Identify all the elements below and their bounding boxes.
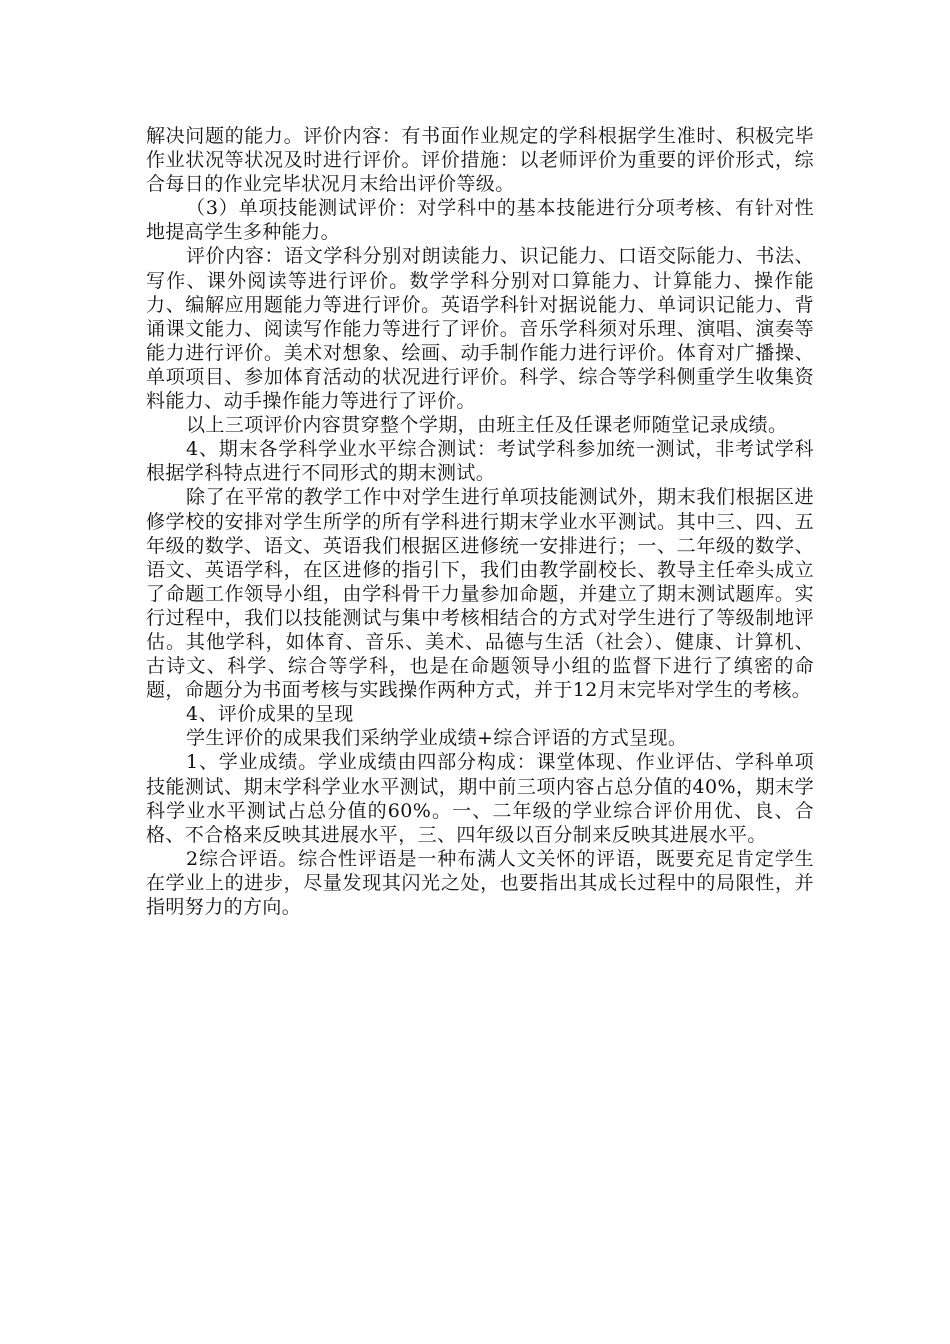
paragraph-4: 以上三项评价内容贯穿整个学期，由班主任及任课老师随堂记录成绩。 (186, 414, 788, 437)
paragraph-10: 2综合评语。综合性评语是一种布满人文关怀的评语，既要充足肯定学生在学业上的进步，尽量发现其闪光之处，也要指出其成长过程中的局限性，并指明努力的方向。 (146, 847, 814, 918)
paragraph-3: 评价内容：语文学科分别对朗读能力、识记能力、口语交际能力、书法、写作、课外阅读等进行评价。数学学科分别对口算能力、计算能力、操作能力、编解应用题能力等进行评价。英语学科针对据说能力、单词识记能力、背诵课文能力、阅读写作能力等进行了评价。音乐学科须对乐理、演唱、演奏等能力进行评价。美术对想象、绘画、动手制作能力进行评价。体育对广播操、单项项目、参加体育活动的状况进行评价。科学、综合等学科侧重学生收集资料能力、动手操作能力等进行了评价。 (146, 245, 814, 413)
paragraph-2: （3）单项技能测试评价：对学科中的基本技能进行分项考核、有针对性地提高学生多种能力。 (146, 197, 814, 244)
paragraph-8: 学生评价的成果我们采纳学业成绩+综合评语的方式呈现。 (186, 727, 688, 750)
paragraph-1: 解决问题的能力。评价内容：有书面作业规定的学科根据学生准时、积极完毕作业状况等状况及时进行评价。评价措施：以老师评价为重要的评价形式，综合每日的作业完毕状况月末给出评价等级。 (146, 125, 814, 196)
paragraph-5: 4、期末各学科学业水平综合测试：考试学科参加统一测试，非考试学科根据学科特点进行不同形式的期末测试。 (146, 438, 814, 485)
document-body (146, 124, 814, 919)
paragraph-9: 1、学业成绩。学业成绩由四部分构成：课堂体现、作业评估、学科单项技能测试、期末学科学业水平测试，期中前三项内容占总分值的40%，期末学科学业水平测试占总分值的60%。一、二年级的学业综合评价用优、良、合格、不合格来反映其进展水平，三、四年级以百分制来反映其进展水平。 (146, 751, 814, 846)
paragraph-6: 除了在平常的教学工作中对学生进行单项技能测试外，期末我们根据区进修学校的安排对学生所学的所有学科进行期末学业水平测试。其中三、四、五年级的数学、语文、英语我们根据区进修统一安排进行；一、二年级的数学、语文、英语学科，在区进修的指引下，我们由教学副校长、教导主任牵头成立了命题工作领导小组，由学科骨干力量参加命题，并建立了期末测试题库。实行过程中，我们以技能测试与集中考核相结合的方式对学生进行了等级制地评估。其他学科，如体育、音乐、美术、品德与生活（社会）、健康、计算机、古诗文、科学、综合等学科，也是在命题领导小组的监督下进行了缜密的命题，命题分为书面考核与实践操作两种方式，并于12月末完毕对学生的考核。 (146, 486, 814, 702)
section-heading: 4、评价成果的呈现 (186, 703, 354, 726)
